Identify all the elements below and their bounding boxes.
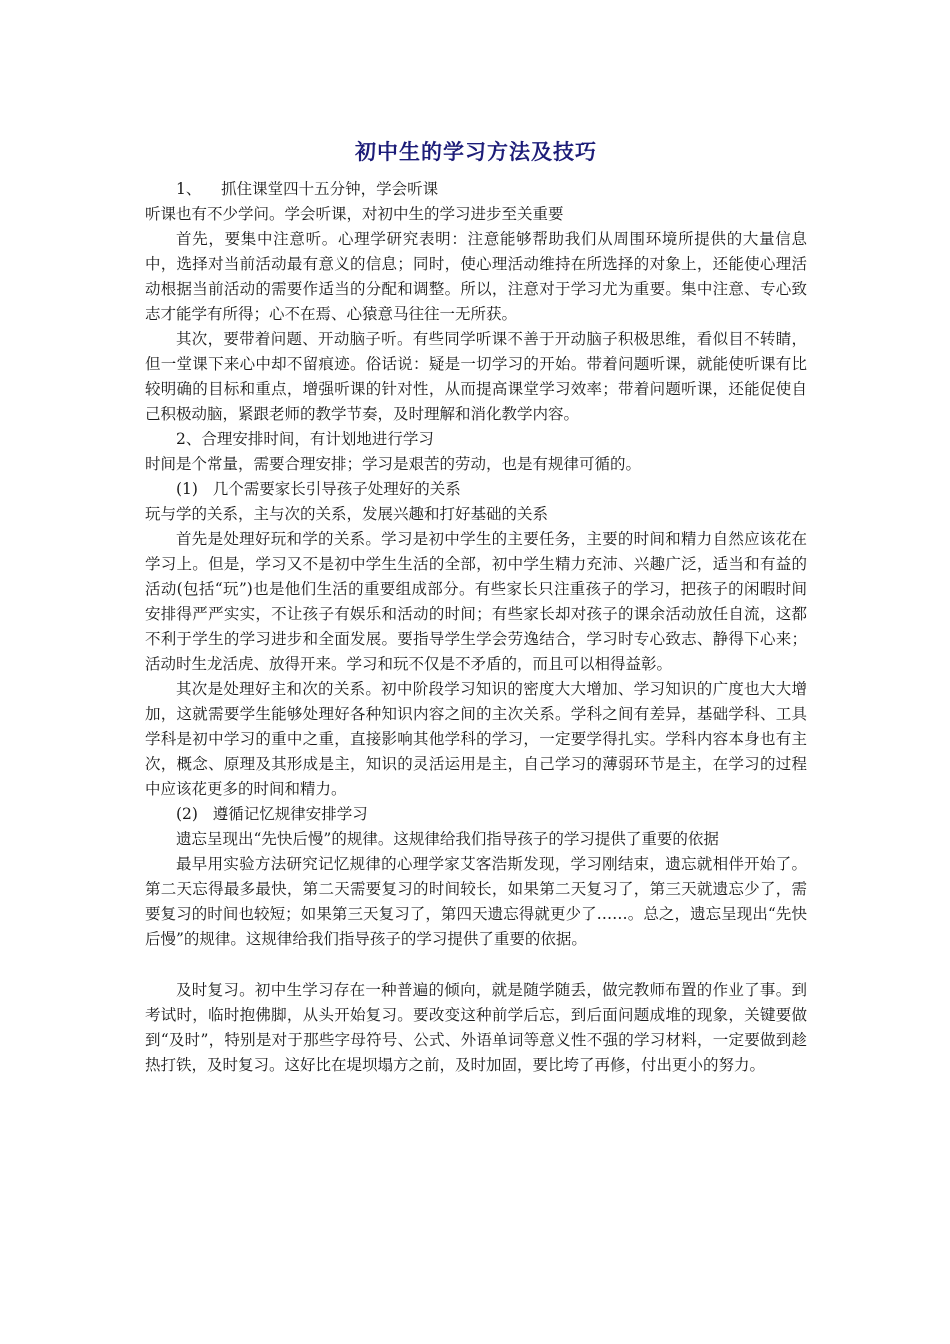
document-title: 初中生的学习方法及技巧 bbox=[355, 140, 597, 164]
section-2-paragraph-3: 最早用实验方法研究记忆规律的心理学家艾客浩斯发现，学习刚结束，遗忘就相伴开始了。第二天忘得最多最快，第二天需要复习的时间较长，如果第二天复习了，第三天就遗忘少了，需要复习的时间也较短；如果第三天复习了，第四天遗忘得就更少了……。总之，遗忘呈现出“先快后慢”的规律。这规律给我们指导孩子的学习提供了重要的依据。 bbox=[145, 855, 807, 948]
section-1-lead: 听课也有不少学问。学会听课，对初中生的学习进步至关重要 bbox=[145, 205, 564, 223]
subsection-2-number: (2) bbox=[176, 805, 198, 823]
section-2-lead: 时间是个常量，需要合理安排；学习是艰苦的劳动，也是有规律可循的。 bbox=[145, 455, 642, 473]
section-2-paragraph-2: 其次是处理好主和次的关系。初中阶段学习知识的密度大大增加、学习知识的广度也大大增加，这就需要学生能够处理好各种知识内容之间的主次关系。学科之间有差异，基础学科、工具学科是初中学习的重中之重，直接影响其他学科的学习，一定要学得扎实。学科内容本身也有主次，概念、原理及其形成是主，知识的灵活运用是主，自己学习的薄弱环节是主，在学习的过程中应该花更多的时间和精力。 bbox=[145, 680, 807, 798]
section-2-paragraph-4: 及时复习。初中生学习存在一种普遍的倾向，就是随学随丢，做完教师布置的作业了事。到考试时，临时抱佛脚，从头开始复习。要改变这种前学后忘，到后面问题成堆的现象，关键要做到“及时”，特别是对于那些字母符号、公式、外语单词等意义性不强的学习材料，一定要做到趁热打铁，及时复习。这好比在堤坝塌方之前，及时加固，要比垮了再修，付出更小的努力。 bbox=[145, 981, 807, 1074]
blank-line bbox=[145, 952, 807, 978]
subsection-1-number: (1) bbox=[176, 480, 198, 498]
subsection-2-heading bbox=[145, 802, 807, 827]
subsection-1-heading-text: 几个需要家长引导孩子处理好的关系 bbox=[212, 480, 461, 498]
section-2-heading: 2、合理安排时间，有计划地进行学习 bbox=[176, 430, 434, 448]
section-1-paragraph-1: 首先，要集中注意听。心理学研究表明：注意能够帮助我们从周围环境所提供的大量信息中，选择对当前活动最有意义的信息；同时，使心理活动维持在所选择的对象上，还能使心理活动根据当前活动的需要作适当的分配和调整。所以，注意对于学习尤为重要。集中注意、专心致志才能学有所得；心不在焉、心猿意马往往一无所获。 bbox=[145, 230, 807, 323]
subsection-2-lead: 遗忘呈现出“先快后慢”的规律。这规律给我们指导孩子的学习提供了重要的依据 bbox=[176, 830, 719, 848]
section-1-heading-text: 抓住课堂四十五分钟，学会听课 bbox=[221, 180, 439, 198]
section-2-paragraph-1: 首先是处理好玩和学的关系。学习是初中学生的主要任务，主要的时间和精力自然应该花在学习上。但是，学习又不是初中学生生活的全部，初中学生精力充沛、兴趣广泛，适当和有益的活动(包括“玩”)也是他们生活的重要组成部分。有些家长只注重孩子的学习，把孩子的闲暇时间安排得严严实实，不让孩子有娱乐和活动的时间；有些家长却对孩子的课余活动放任自流，这都不利于学生的学习进步和全面发展。要指导学生学会劳逸结合，学习时专心致志、静得下心来；活动时生龙活虎、放得开来。学习和玩不仅是不矛盾的，而且可以相得益彰。 bbox=[145, 530, 807, 673]
section-1-heading bbox=[145, 177, 807, 202]
subsection-2-heading-text: 遵循记忆规律安排学习 bbox=[212, 805, 368, 823]
section-1-number: 1、 bbox=[176, 180, 202, 198]
subsection-1-lead: 玩与学的关系，主与次的关系，发展兴趣和打好基础的关系 bbox=[145, 505, 549, 523]
subsection-1-heading bbox=[145, 477, 807, 502]
document-page bbox=[145, 136, 807, 1078]
section-1-paragraph-2: 其次，要带着问题、开动脑子听。有些同学听课不善于开动脑子积极思维，看似目不转睛，但一堂课下来心中却不留痕迹。俗话说：疑是一切学习的开始。带着问题听课，就能使听课有比较明确的目标和重点，增强听课的针对性，从而提高课堂学习效率；带着问题听课，还能促使自己积极动脑，紧跟老师的教学节奏，及时理解和消化教学内容。 bbox=[145, 330, 807, 423]
